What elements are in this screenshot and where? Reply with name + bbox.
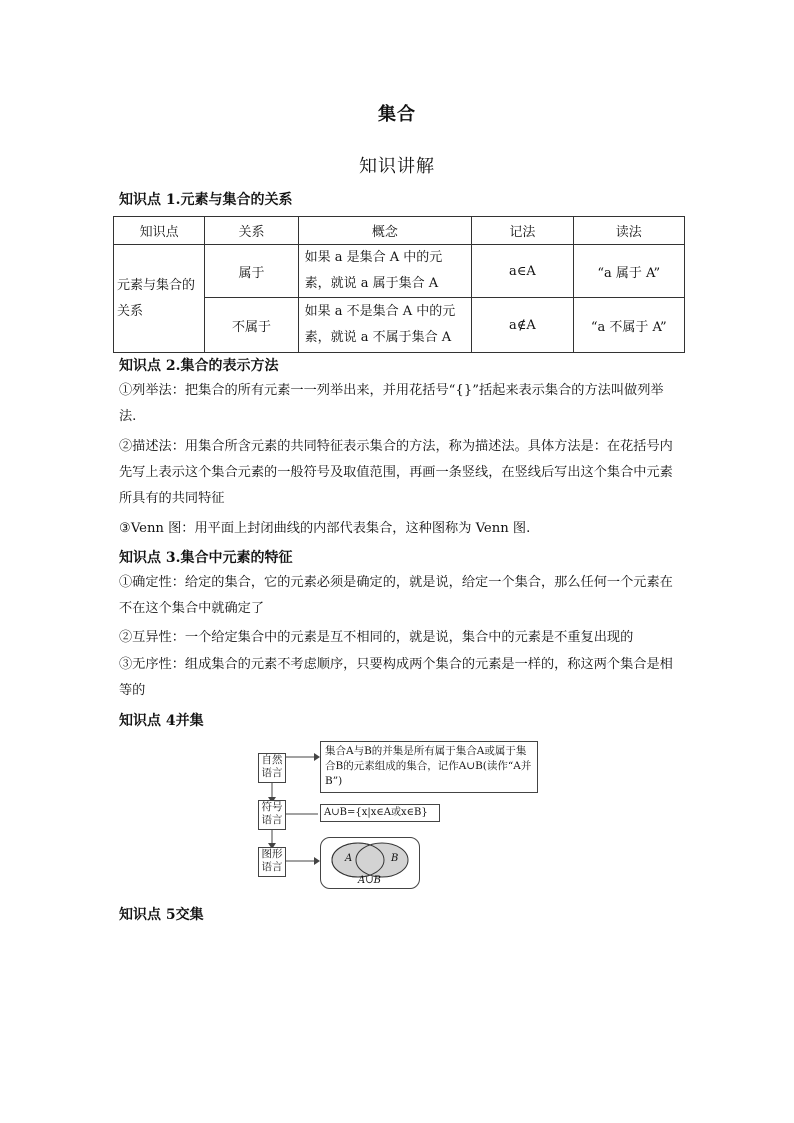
kp4-heading: 知识点 4并集 [119,713,204,729]
symbol-language-formula: A∪B={x|x∈A或x∈B} [320,804,440,822]
table-cell-notation: a∈A [472,245,573,298]
table-cell-notation: a∉A [472,298,573,353]
natural-language-definition: 集合A与B的并集是所有属于集合A或属于集合B的元素组成的集合，记作A∪B(读作“A并B”) [320,741,538,793]
table-header-cell: 概念 [298,217,472,245]
graphic-language-label: 图形语言 [258,847,286,877]
table-cell-reading: “a 不属于 A” [573,298,684,353]
table-header-cell: 知识点 [114,217,205,245]
table-cell-reading: “a 属于 A” [573,245,684,298]
table-cell-relation: 不属于 [205,298,298,353]
venn-set-a-label: A [345,853,353,864]
kp3-determinacy-paragraph: ①确定性：给定的集合，它的元素必须是确定的，就是说，给定一个集合，那么任何一个元素在不在这个集合中就确定了 [119,575,673,616]
kp1-heading: 知识点 1.元素与集合的关系 [119,192,293,208]
table-header-cell: 记法 [472,217,573,245]
table-header-cell: 读法 [573,217,684,245]
table-header-row [114,217,685,245]
venn-set-b-label: B [391,853,399,864]
natural-language-label: 自然语言 [258,753,286,783]
table-header-cell: 关系 [205,217,298,245]
table-cell-concept: 如果 a 是集合 A 中的元素，就说 a 属于集合 A [298,245,472,298]
venn-union-caption: A∪B [358,875,381,886]
kp5-heading: 知识点 5交集 [119,907,204,923]
table-cell-relation: 属于 [205,245,298,298]
kp3-distinctness-paragraph: ②互异性：一个给定集合中的元素是互不相同的，就是说，集合中的元素是不重复出现的 [119,630,634,645]
venn-frame [320,837,420,889]
union-diagram [256,741,538,891]
table-cell-concept: 如果 a 不是集合 A 中的元素，就说 a 不属于集合 A [298,298,472,353]
kp3-heading: 知识点 3.集合中元素的特征 [119,550,293,566]
page-subtitle: 知识讲解 [359,156,435,177]
table-row [114,245,685,298]
symbol-language-label: 符号语言 [258,800,286,830]
kp2-heading: 知识点 2.集合的表示方法 [119,358,279,374]
table-group-label: 元素与集合的关系 [114,245,205,353]
kp2-enumeration-paragraph: ①列举法：把集合的所有元素一一列举出来，并用花括号“{}”括起来表示集合的方法叫做列举法. [119,383,664,424]
kp2-description-paragraph: ②描述法：用集合所含元素的共同特征表示集合的方法，称为描述法。具体方法是：在花括号内先写上表示这个集合元素的一般符号及取值范围，再画一条竖线，在竖线后写出这个集合中元素所具有的共同特征 [119,439,673,506]
page-title: 集合 [378,104,416,125]
kp3-unordered-paragraph: ③无序性：组成集合的元素不考虑顺序，只要构成两个集合的元素是一样的，称这两个集合是相等的 [119,657,673,698]
element-set-relation-table [113,216,685,353]
kp2-venn-paragraph: ③Venn 图：用平面上封闭曲线的内部代表集合，这种图称为 Venn 图. [119,521,531,536]
